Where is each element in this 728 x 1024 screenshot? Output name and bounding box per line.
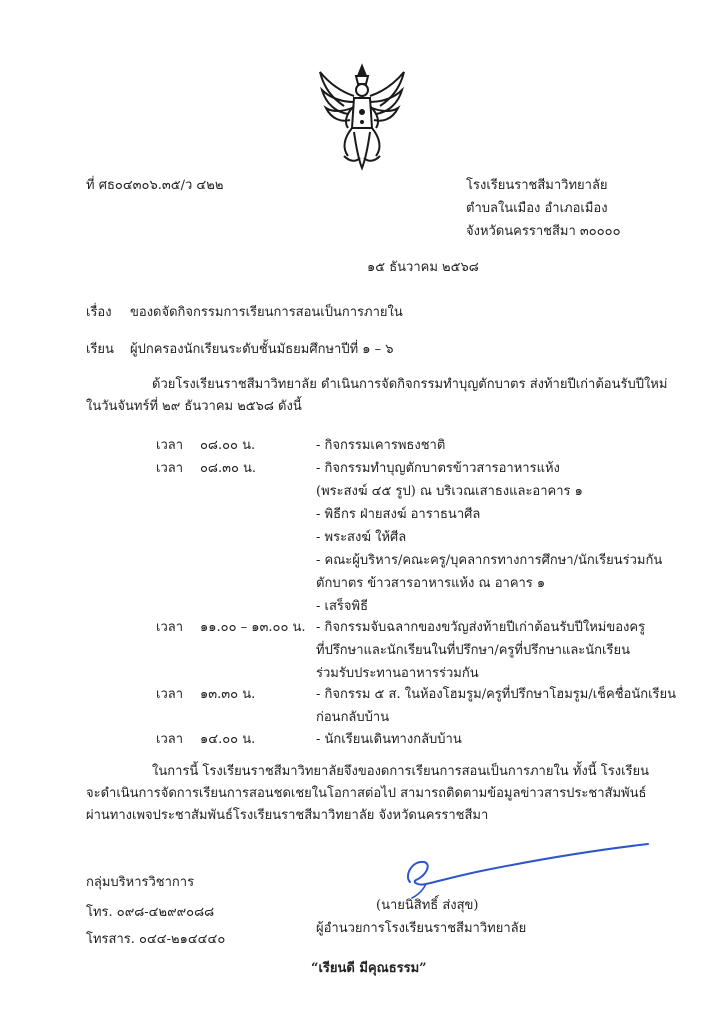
- schedule-activity: ตักบาตร ข้าวสารอาหารแห้ง ณ อาคาร ๑: [316, 576, 546, 591]
- schedule-activity: - พิธีกร ฝ่ายสงฆ์ อาราธนาศีล: [316, 507, 481, 522]
- subject-text: ของดจัดกิจกรรมการเรียนการสอนเป็นการภายใน: [130, 305, 403, 320]
- department-name: กลุ่มบริหารวิชาการ: [86, 875, 195, 890]
- phone-number: โทร. ๐๙๘-๔๒๙๙๐๘๘: [86, 905, 215, 920]
- signatory-position: ผู้อำนวยการโรงเรียนราชสีมาวิทยาลัย: [316, 921, 527, 936]
- schedule-activity: - กิจกรรมจับฉลากของขวัญส่งท้ายปีเก่าต้อนรับปีใหม่ของครู: [316, 620, 646, 635]
- schedule-time: ๑๔.๐๐ น.: [200, 732, 256, 747]
- schedule-activity: - เสร็จพิธี: [316, 599, 369, 614]
- schedule-time-label: เวลา: [156, 461, 184, 476]
- schedule-activity: (พระสงฆ์ ๔๕ รูป) ณ บริเวณเสาธงและอาคาร ๑: [316, 484, 583, 499]
- fax-number: โทรสาร. ๐๔๔-๒๑๔๔๔๐: [86, 932, 226, 947]
- schedule-time: ๐๘.๐๐ น.: [200, 438, 256, 453]
- schedule-time: ๑๑.๐๐ – ๑๓.๐๐ น.: [200, 620, 306, 635]
- schedule-time-label: เวลา: [156, 732, 184, 747]
- schedule-time-label: เวลา: [156, 438, 184, 453]
- school-address-line1: ตำบลในเมือง อำเภอเมือง: [466, 201, 608, 216]
- garuda-emblem: [314, 62, 410, 172]
- intro-line-2: ในวันจันทร์ที่ ๒๙ ธันวาคม ๒๕๖๘ ดังนี้: [86, 399, 302, 414]
- handwritten-signature: [396, 842, 656, 902]
- schedule-activity: - กิจกรรมทำบุญตักบาตรข้าวสารอาหารแห้ง: [316, 461, 560, 476]
- schedule-activity: - พระสงฆ์ ให้ศีล: [316, 530, 407, 545]
- intro-line-1: ด้วยโรงเรียนราชสีมาวิทยาลัย ดำเนินการจัดกิจกรรมทำบุญตักบาตร ส่งท้ายปีเก่าต้อนรับปีใหม่: [152, 377, 668, 392]
- schedule-activity: - นักเรียนเดินทางกลับบ้าน: [316, 732, 462, 747]
- schedule-time: ๑๓.๓๐ น.: [200, 687, 256, 702]
- schedule-time: ๐๘.๓๐ น.: [200, 461, 257, 476]
- school-motto: “เรียนดี มีคุณธรรม”: [311, 961, 427, 976]
- subject-label: เรื่อง: [86, 305, 112, 320]
- schedule-time-label: เวลา: [156, 687, 184, 702]
- recipient-text: ผู้ปกครองนักเรียนระดับชั้นมัธยมศึกษาปีที่ ๑ – ๖: [130, 342, 394, 357]
- closing-line-1: ในการนี้ โรงเรียนราชสีมาวิทยาลัยจึงของดการเรียนการสอนเป็นการภายใน ทั้งนี้ โรงเรียน: [152, 764, 650, 779]
- schedule-activity: - กิจกรรมเคารพธงชาติ: [316, 438, 446, 453]
- closing-line-2: จะดำเนินการจัดการเรียนการสอนชดเชยในโอกาสต่อไป สามารถติดตามข้อมูลข่าวสารประชาสัมพันธ์: [86, 786, 647, 801]
- signatory-name: (นายนิสิทธิ์ ส่งสุข): [376, 898, 479, 913]
- recipient-label: เรียน: [86, 342, 114, 357]
- letter-date: ๑๕ ธันวาคม ๒๕๖๘: [367, 260, 479, 275]
- school-name: โรงเรียนราชสีมาวิทยาลัย: [466, 178, 608, 193]
- schedule-activity: ที่ปรึกษาและนักเรียนในที่ปรึกษา/ครูที่ปรึกษาและนักเรียน: [316, 643, 630, 658]
- schedule-activity: - คณะผู้บริหาร/คณะครู/บุคลากรทางการศึกษา/นักเรียนร่วมกัน: [316, 553, 663, 568]
- school-address-line2: จังหวัดนครราชสีมา ๓๐๐๐๐: [466, 224, 621, 239]
- schedule-activity: ร่วมรับประทานอาหารร่วมกัน: [316, 666, 479, 681]
- schedule-time-label: เวลา: [156, 620, 184, 635]
- closing-line-3: ผ่านทางเพจประชาสัมพันธ์โรงเรียนราชสีมาวิทยาลัย จังหวัดนครราชสีมา: [86, 808, 489, 823]
- schedule-activity: - กิจกรรม ๕ ส. ในห้องโฮมรูม/ครูที่ปรึกษาโฮมรูม/เช็คชื่อนักเรียน: [316, 687, 677, 702]
- document-number: ที่ ศธ๐๔๓๐๖.๓๕/ว ๔๒๒: [86, 178, 224, 193]
- schedule-activity: ก่อนกลับบ้าน: [316, 710, 390, 725]
